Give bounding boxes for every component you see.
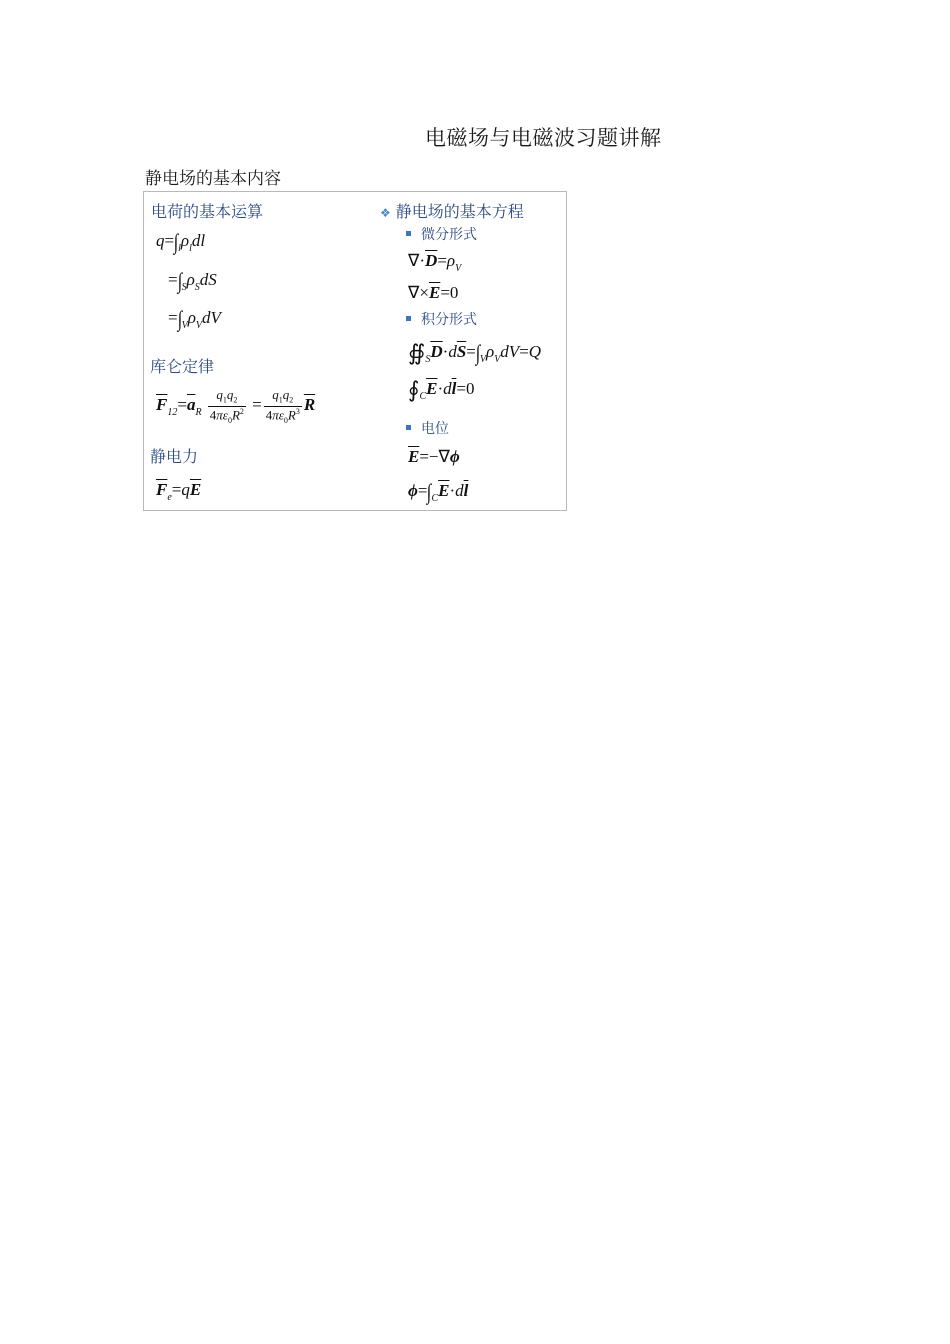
diamond-bullet-icon: ❖	[380, 206, 391, 220]
equation-gauss-differential: $\nabla\cdot\overline{D}=\rho_V$	[408, 251, 462, 274]
basic-equations-label: 静电场的基本方程	[395, 202, 524, 221]
potential-text: 电位	[421, 421, 449, 437]
differential-form-text: 微分形式	[421, 227, 477, 243]
electrostatic-force-heading: 静电力	[150, 447, 199, 466]
equation-electrostatic-force: $\overline{F}_e=q\overline{E}$	[156, 480, 202, 503]
equation-potential-integral: $\phi=\int_C\overline{E}\cdot d\overline{l}$	[408, 479, 469, 504]
square-bullet-icon	[406, 425, 411, 430]
section-heading: 静电场的基本内容	[145, 169, 281, 189]
equation-circulation-integral: $∮_C\overline{E}\cdot d\overline{l}=0$	[408, 377, 475, 402]
square-bullet-icon	[406, 316, 411, 321]
equation-charge-line: $q=\int_l\rho_ldl$	[156, 229, 206, 254]
equation-charge-surface: $=\int_S\rho_SdS$	[168, 268, 217, 293]
integral-form-label	[406, 309, 477, 329]
integral-form-text: 积分形式	[421, 312, 477, 328]
potential-label	[406, 418, 449, 438]
equation-coulomb-law: $\overline{F}_{12}=\overline{a}_R$ $\frac{q_1q_2}{4\pi\varepsilon_0R^2}$ = $\frac{q_1q_2}{4\pi\varepsilon_0R^3}$ $\overline{R}$	[156, 387, 316, 425]
equation-gauss-integral: $∯_S\overline{D}\cdot d\overline{S}=\int_V\rho_VdV=Q$	[408, 340, 542, 365]
coulomb-law-heading: 库仑定律	[150, 357, 215, 376]
basic-equations-heading	[380, 199, 524, 222]
charge-operations-heading: 电荷的基本运算	[151, 202, 264, 221]
equation-potential-gradient: $\overline{E}=-\nabla\phi$	[408, 447, 460, 466]
equation-charge-volume: $=\int_V\rho_VdV$	[168, 306, 221, 331]
square-bullet-icon	[406, 231, 411, 236]
electrostatics-summary-figure	[143, 191, 567, 511]
document-title: 电磁场与电磁波习题讲解	[425, 126, 662, 150]
equation-curl-e: $\nabla\times\overline{E}=0$	[408, 283, 459, 302]
differential-form-label	[406, 224, 477, 244]
